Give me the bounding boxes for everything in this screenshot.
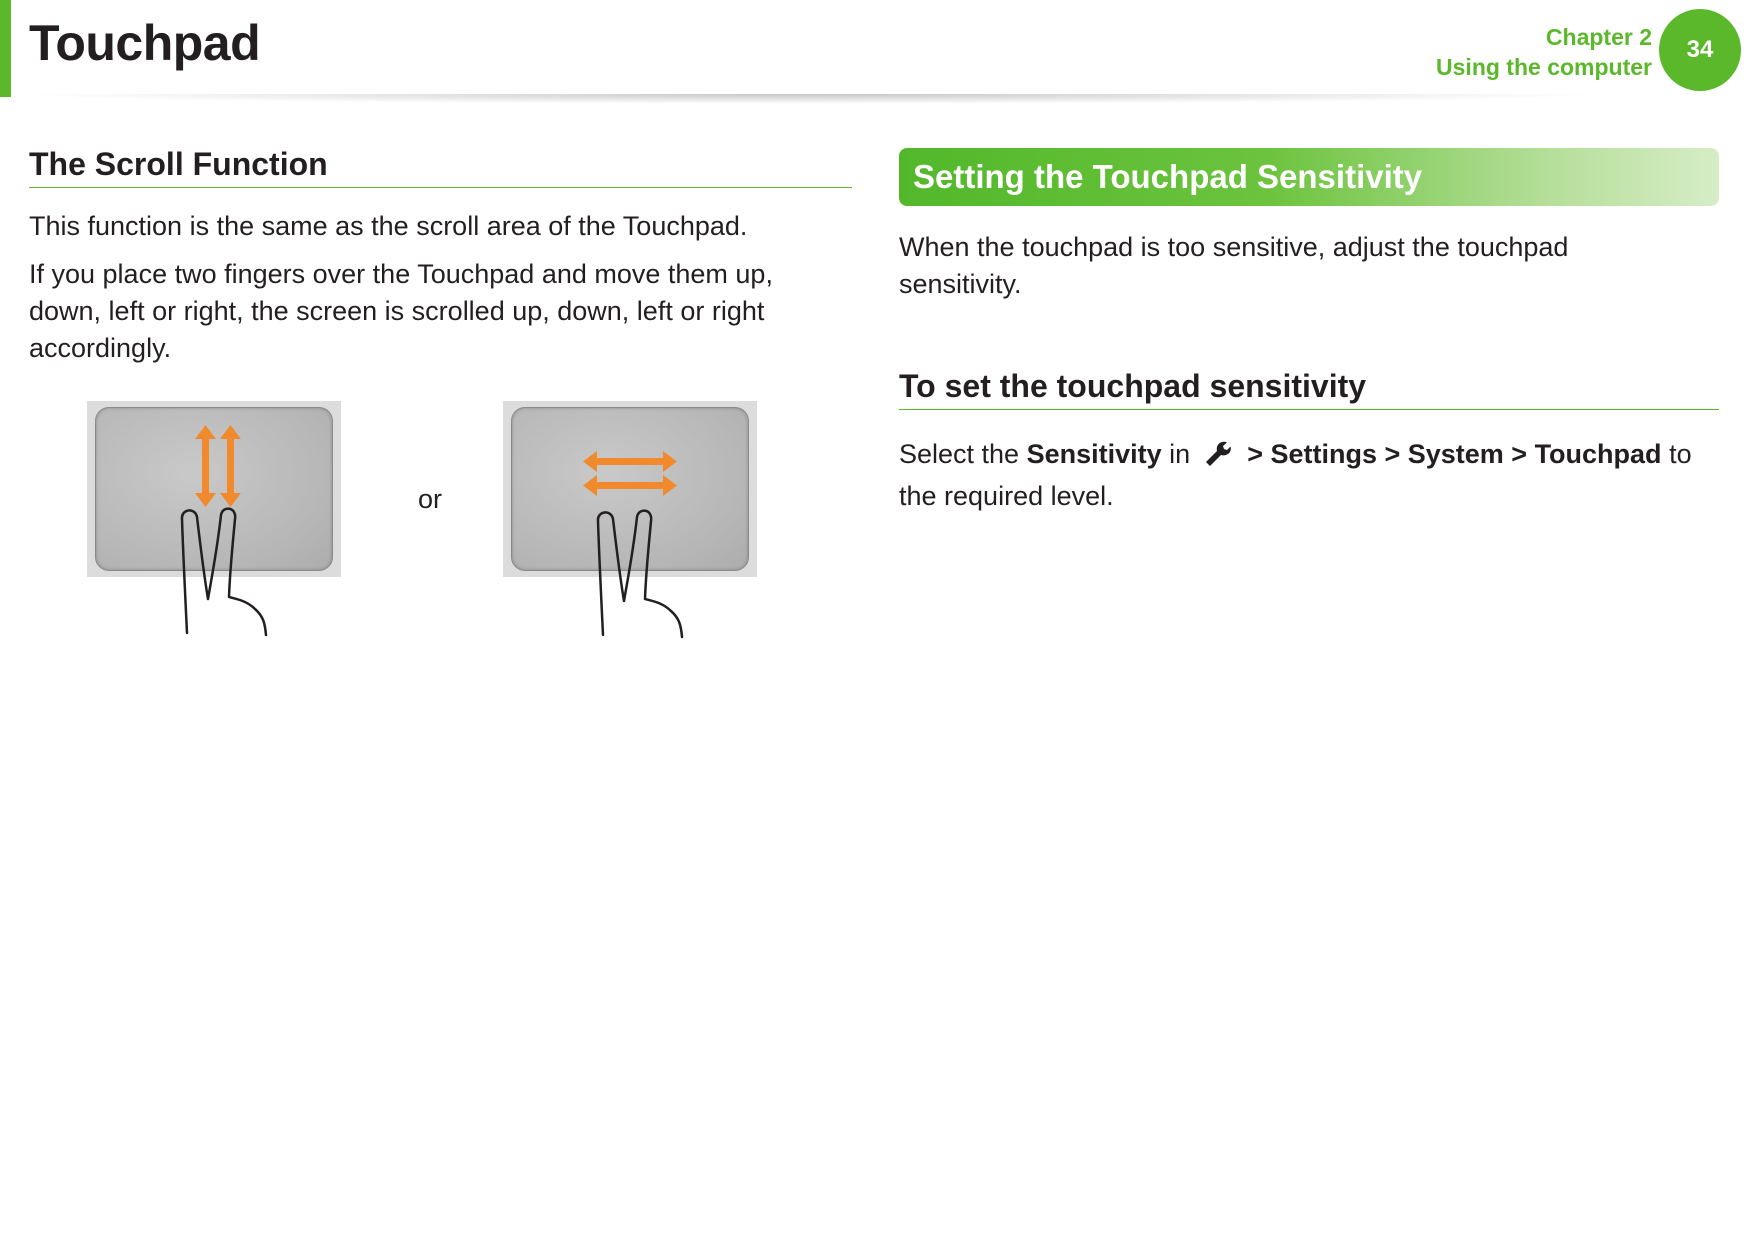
page-number-badge: 34 [1659, 9, 1741, 91]
wrench-icon [1202, 440, 1232, 466]
settings-menu-path: > Settings > System > Touchpad [1247, 439, 1662, 469]
instruction-suffix: to [1661, 439, 1692, 469]
sensitivity-instruction [899, 433, 1729, 517]
sensitivity-term: Sensitivity [1026, 439, 1162, 469]
set-sensitivity-heading: To set the touchpad sensitivity [899, 368, 1367, 404]
page-title: Touchpad [29, 15, 261, 71]
horizontal-arrows-icon [583, 451, 677, 496]
sensitivity-intro: When the touchpad is too sensitive, adjust the touchpad sensitivity. [899, 232, 1569, 299]
chapter-info [1436, 22, 1652, 82]
instruction-line-2: the required level. [899, 481, 1114, 511]
header-accent-bar [0, 0, 11, 97]
scroll-para-1: This function is the same as the scroll area of the Touchpad. [29, 211, 748, 241]
scroll-function-heading: The Scroll Function [29, 146, 328, 182]
chapter-title: Using the computer [1436, 54, 1652, 80]
instruction-in-text: in [1161, 439, 1198, 469]
two-finger-hand-icon [598, 511, 682, 637]
scroll-para-2: If you place two fingers over the Touchpad and move them up, down, left or right, the screen is scrolled up, down, left or right accordingly. [29, 259, 773, 363]
instruction-prefix: Select the [899, 439, 1027, 469]
vertical-scroll-gesture-icon [87, 401, 341, 641]
two-finger-hand-icon [182, 509, 266, 635]
horizontal-scroll-gesture-icon [503, 401, 757, 641]
set-sensitivity-rule [899, 409, 1719, 410]
scroll-heading-rule [29, 187, 852, 188]
chapter-number: Chapter 2 [1545, 24, 1652, 50]
vertical-arrows-icon [195, 425, 241, 507]
header-divider-shadow [11, 94, 1611, 104]
sensitivity-section-banner [899, 148, 1719, 206]
or-label: or [418, 484, 443, 514]
sensitivity-banner-heading: Setting the Touchpad Sensitivity [913, 158, 1423, 195]
